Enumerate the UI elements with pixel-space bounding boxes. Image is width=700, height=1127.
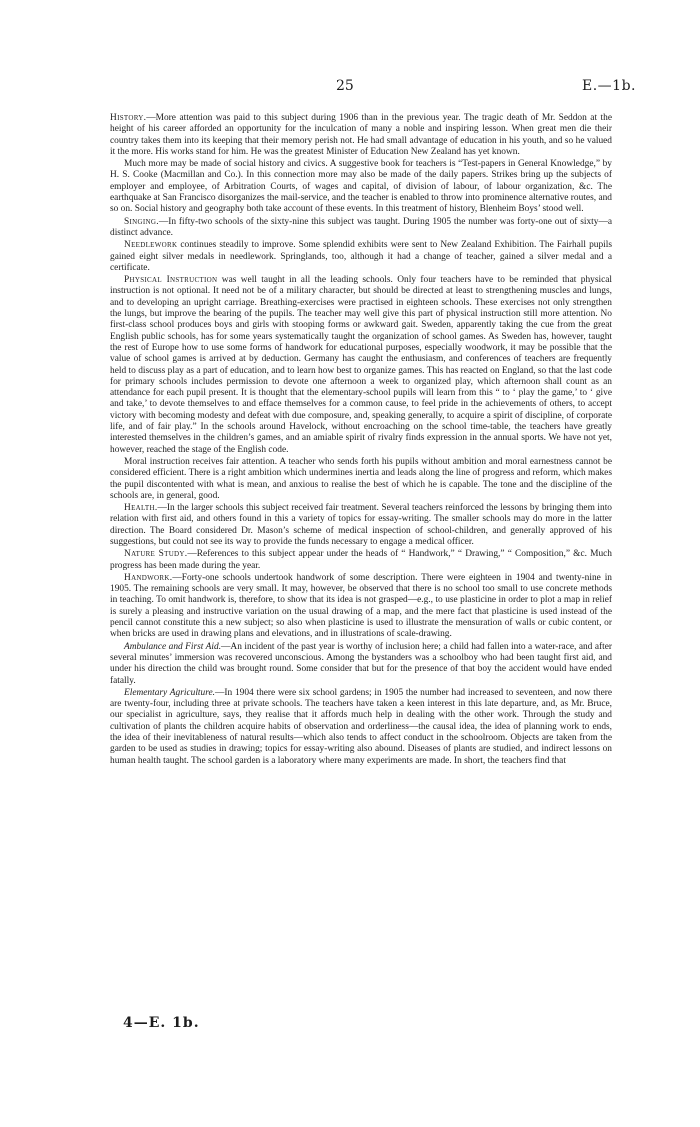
- paragraph-text: was well taught in all the leading schools. Only four teachers have to be reminded that physical instruction is not optional. It need not be of a military character, but should be directed at least to strengthening muscles and lungs, and to developing an upright carriage. Breathing-exercises were practised in eighteen schools. These exercises not only strengthen the lungs, but improve the bearing of the pupils. The teacher may well give this part of physical instruction still more attention. No first-class school produces boys and girls with stooping forms or awkward gait. Sweden, apparently taking the cue from the great English public schools, has for some years systematically taught the organization of school games. As Sweden has, however, taught the rest of Europe how to use some forms of handwork for educational purposes, especially woodwork, it may be possible that the value of school games is arrived at by deduction. Germany has caught the enthusiasm, and conferences of teachers are frequently held to discuss play as a part of education, and to learn how best to organize games. This has reacted on England, so that the last code for primary schools includes permission to devote one afternoon a week to organized play, which afternoon shall count as an attendance for each pupil present. It is thought that the elementary-school pupils will learn from this “ to ‘ play the game,’ to ‘ give and take,’ to devote themselves to and efface themselves for a common cause, to feel pride in the achievements of others, to accept victory with becoming modesty and defeat with due composure, and, speaking generally, to acquire a spirit of discipline, of corporate life, and of fair play.” In the schools around Havelock, without encroaching on the school time-table, the teachers have greatly interested themselves in the children’s games, and an amiable spirit of rivalry finds expression in the annual sports. We have not yet, however, reached the stage of the English code.: [110, 275, 612, 455]
- paragraph-moral-instruction: [110, 457, 612, 502]
- paragraph-heading: Ambulance and First Aid.: [124, 641, 222, 652]
- paragraph-heading: Health.: [124, 503, 158, 514]
- paragraph-heading: Handwork.: [124, 572, 173, 583]
- paragraph-heading: Elementary Agriculture.: [124, 687, 216, 698]
- paragraph-heading: Physical Instruction: [124, 275, 218, 286]
- paragraph-text: —References to this subject appear under the heads of “ Handwork,” “ Drawing,” “ Composition,” &c. Much progress has been made during the year.: [110, 549, 612, 571]
- paragraph-health: [110, 503, 612, 548]
- paragraph-text: —More attention was paid to this subject during 1906 than in the previous year. The tragic death of Mr. Seddon at the height of his career afforded an opportunity for the inculcation of many a noble and inspiring lesson. When great men die their country takes them into its keeping that their memory perish not. He had small advantage of education in his youth, and so he valued it the more. His works stand for him. He was the greatest Minister of Education New Zealand has yet known.: [110, 113, 612, 157]
- paragraph-text: —In 1904 there were six school gardens; in 1905 the number had increased to seventeen, and now there are twenty-four, including three at private schools. The teachers have taken a keen interest in this late departure, and, as Mr. Bruce, our specialist in agriculture, says, they realise that it affords much help in dealing with the other work. Through the study and cultivation of plants the children acquire habits of observation and orderliness—the causal idea, the idea of planning work to ends, the idea of their inevitableness of natural results—which also tends to affect conduct in the schoolroom. Objects are taken from the garden to be used as studies in drawing; topics for essay-writing also abound. Diseases of plants are studied, and indirect lessons on human health taught. The school garden is a laboratory where many experiments are made. In short, the teachers find that: [110, 687, 613, 766]
- paragraph-text: —In fifty-two schools of the sixty-nine this subject was taught. During 1905 the number was forty-one out of sixty—a distinct advance.: [110, 216, 612, 238]
- paragraph-text: continues steadily to improve. Some splendid exhibits were sent to New Zealand Exhibition. The Fairhall pupils gained eight silver medals in needlework. Springlands, too, although it had a change of teacher, gained a silver medal and a certificate.: [110, 240, 612, 273]
- paragraph-heading: Nature Study.: [124, 549, 188, 560]
- paragraph-heading: History.: [110, 113, 147, 123]
- paragraph-text: —Forty-one schools undertook handwork of some description. There were eighteen in 1904 and twenty-nine in 1905. The remaining schools are very small. It may, however, be observed that there is no school too small to use concrete methods in teaching. To omit handwork is, therefore, to show that its idea is not grasped—e.g., to use plasticine in order to plot a map in relief is surely a pleasing and instructive variation on the usual drawing of a map, and the mere fact that plasticine is used instead of the pencil cannot constitute this a new subject; so also when plasticine is used to illustrate the mensuration of walls or cubic content, or when bricks are used in drawing plans and elevations, and in illustrations of scale-drawing.: [110, 572, 612, 640]
- paragraph-text: —In the larger schools this subject received fair treatment. Several teachers reinforced the lessons by bringing them into relation with first aid, and others found in this a variety of topics for essay-writing. The smaller schools may do more in the latter direction. The Board considered Dr. Mason’s scheme of medical inspection of school-children, and generally approved of his suggestions, but could not see its way to provide the funds necessary to engage a medical officer.: [110, 503, 612, 547]
- paragraph-heading: Needlework: [124, 240, 178, 251]
- paragraph-ambulance: [110, 642, 612, 687]
- paragraph-agriculture: [110, 688, 612, 767]
- page-number: 25: [336, 78, 354, 94]
- body-text: [110, 113, 612, 768]
- paragraph-history: [110, 113, 612, 158]
- signature-mark: 4—E. 1b.: [123, 1015, 200, 1031]
- paragraph-heading: Singing.: [124, 216, 159, 227]
- page-header: [0, 78, 700, 98]
- paragraph-physical-instruction: [110, 275, 612, 456]
- paragraph-text: Moral instruction receives fair attention. A teacher who sends forth his pupils without ambition and moral earnestness cannot be considered efficient. There is a right ambition which undermines inertia and leads along the line of progress and reform, which makes the pupil discontented with what is mean, and anxious to realise the best of which he is capable. The tone and the discipline of the schools are, in general, good.: [110, 456, 612, 501]
- paragraph-handwork: [110, 573, 612, 641]
- paragraph-nature-study: [110, 549, 612, 572]
- paragraph-needlework: [110, 240, 612, 274]
- paragraph-text: —An incident of the past year is worthy of inclusion here; a child had fallen into a water-race, and after several minutes’ immersion was recovered unconscious. Among the bystanders was a schoolboy who had been taught first aid, and under his direction the child was brought round. Some consider that but for the presence of that boy the accident would have ended fatally.: [110, 641, 612, 686]
- document-reference: E.—1b.: [582, 78, 636, 94]
- paragraph-singing: [110, 217, 612, 240]
- paragraph-civics: [110, 159, 612, 215]
- paragraph-text: Much more may be made of social history and civics. A suggestive book for teachers is “Test-papers in General Knowledge,” by H. S. Cooke (Macmillan and Co.). In this connection more may also be made of the daily papers. Strikes bring up the subjects of employer and employee, of Arbitration Courts, of wages and capital, of division of labour, of labour organization, &c. The earthquake at San Francisco disorganizes the mail-service, and the teacher is enabled to throw into prominence alternative routes, and so on. Social history and geography both take account of these events. In this treatment of history, Blenheim Boys’ stood well.: [110, 159, 612, 215]
